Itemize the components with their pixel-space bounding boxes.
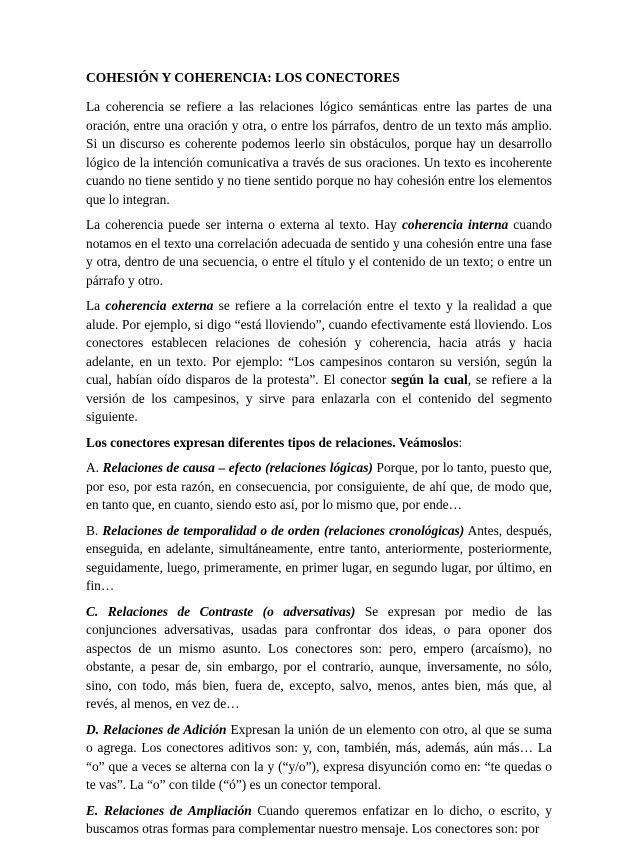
text: Se expresan por medio de las conjunciones adversativas, usadas para confrontar dos ideas, o para oponer dos aspectos de un mismo asunto. Los conectores son: pero, empero (arcaísmo), no obstante, a pesar de, sin embargo, por el contrario, aunque, inversamente, no sólo, sino, con todo, más bien, fuera de, excepto, salvo, menos, antes bien, más que, al revés, al menos, en vez de… — [86, 603, 552, 711]
heading-tipos-relaciones: Los conectores expresan diferentes tipos de relaciones. Veámoslos — [86, 434, 459, 450]
paragraph-causa-efecto — [86, 459, 552, 515]
heading-contraste: C. Relaciones de Contraste (o adversativas) — [86, 603, 356, 619]
heading-temporalidad: Relaciones de temporalidad o de orden (relaciones cronológicas) — [102, 522, 465, 538]
paragraph-coherencia-interna — [86, 216, 552, 290]
paragraph-coherencia-externa — [86, 297, 552, 427]
text: cuando notamos en el texto una correlación adecuada de sentido y una cohesión entre una fase y otra, dentro de una secuencia, o entre el título y el contenido de un texto; o entre un párrafo y otro. — [86, 217, 552, 288]
paragraph-conectores-intro — [86, 434, 552, 453]
paragraph-coherencia-definition: La coherencia se refiere a las relaciones lógico semánticas entre las partes de una oración, entre una oración y otra, o entre los párrafos, dentro de un texto más amplio. Si un discurso es coherente podemos leerlo sin obstáculos, porque hay un desarrollo lógico de la intención comunicativa a través de sus oraciones. Un texto es incoherente cuando no tiene sentido y no tiene sentido porque no hay cohesión entre los elementos que lo integran. — [86, 99, 552, 207]
text: Expresan la unión de un elemento con otro, al que se suma o agrega. Los conectores aditivos son: y, con, también, más, además, aún más… La “o” que a veces se alterna con la y (“y/o”), expresa disyunción como en: “te quedas o te vas”. La “o” con tilde (“ó”) es un conector temporal. — [86, 721, 552, 792]
document-title: COHESIÓN Y COHERENCIA: LOS CONECTORES — [86, 70, 400, 85]
document-page — [86, 56, 552, 846]
term-segun-la-cual: según la cual — [391, 372, 468, 387]
text: La — [86, 298, 106, 313]
term-coherencia-interna: coherencia interna — [401, 217, 509, 232]
text: , se refiere a la versión de los campesinos, y sirve para enlazarla con el contenido del segmento siguiente. — [86, 372, 552, 424]
paragraph-ampliacion — [86, 802, 552, 839]
text: : — [458, 434, 463, 450]
text: La coherencia puede ser interna o externa al texto. Hay — [86, 217, 402, 232]
text: A. — [86, 460, 103, 475]
paragraph-adicion — [86, 721, 552, 795]
text: B. — [86, 522, 103, 538]
paragraph-temporalidad — [86, 522, 552, 596]
heading-adicion: D. Relaciones de Adición — [86, 721, 227, 737]
text: Antes, después, enseguida, en adelante, simultáneamente, entre tanto, anteriormente, posteriormente, seguidamente, luego, primeramente, en primer lugar, en segundo lugar, por último, en fin… — [86, 522, 552, 593]
term-coherencia-externa: coherencia externa — [105, 298, 214, 313]
text: Porque, por lo tanto, puesto que, por eso, por esta razón, en consecuencia, por consiguiente, de ahí que, de modo que, en tanto que, en cuanto, siendo esto así, por lo mismo que, por ende… — [86, 460, 552, 512]
heading-causa-efecto: Relaciones de causa – efecto (relaciones lógicas) — [102, 460, 373, 475]
heading-ampliacion: E. Relaciones de Ampliación — [86, 802, 252, 818]
text: Cuando queremos enfatizar en lo dicho, o escrito, y buscamos otras formas para complementar nuestro mensaje. Los conectores son: por — [86, 802, 552, 836]
text: se refiere a la correlación entre el texto y la realidad a que alude. Por ejemplo, si digo “está lloviendo”, cuando efectivamente está lloviendo. Los conectores establecen relaciones de cohesión y coherencia, hacia atrás y hacia adelante, en un texto. Por ejemplo: “Los campesinos contaron su versión, según la cual, habían oído disparos de la protesta”. El conector — [86, 298, 552, 387]
paragraph-contraste — [86, 603, 552, 714]
